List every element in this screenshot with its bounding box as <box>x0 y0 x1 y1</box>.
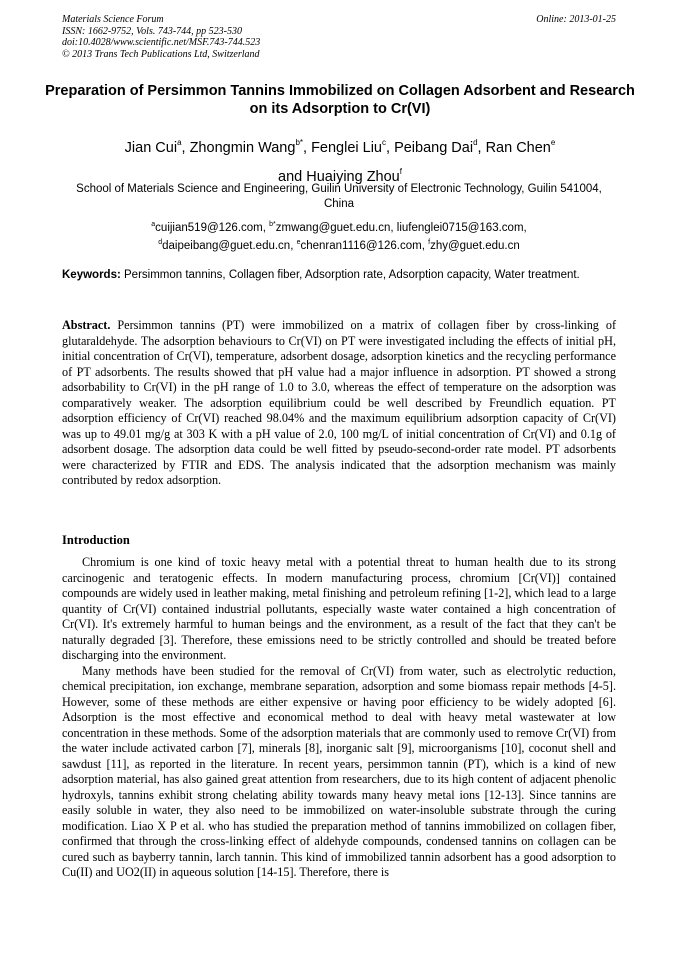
abstract <box>62 318 616 489</box>
email-line-1: $^a$cuijian519@126.com, $^{b*}$zmwang@guet.edu.cn, liufenglei0715@163.com, <box>151 221 527 234</box>
section-heading: Introduction <box>62 533 130 547</box>
author-name: Peibang Dai <box>394 140 474 156</box>
author-sup: e <box>550 138 556 147</box>
affiliation: School of Materials Science and Engineering, Guilin University of Electronic Technology, Guilin 541004, China <box>76 183 602 210</box>
intro-paragraph: Many methods have been studied for the removal of Cr(VI) from water, such as electrolytic reduction, chemical precipitation, ion exchange, membrane separation, adsorption and some biomass repair methods [4-5]. However, some of these methods are either expensive or having poor efficiency to be widely adopted [6]. Adsorption is the most effective and economical method to deal with heavy metal wastewater at low concentration in these methods. Some of the adsorption materials that are commonly used to remove Cr(VI) from the water include activated carbon [7], minerals [8], inorganic salt [9], microorganisms [10], coconut shell and sawdust [11], as reported in the literature. In recent years, persimmon tannin (PT), which is a kind of new adsorption material, has also gained great attention from researchers, due to its high content of adjacent phenolic hydroxyls, tannins exhibit strong chelating ability towards many heavy metal ions [12-13]. Since tannins are easily soluble in water, they also need to be immobilized on water-insoluble substrate through the curing modification. Liao X P et al. who has studied the preparation method of tannins immobilized on collagen fiber, confirmed that through the cross-linking effect of aldehyde compounds, condensed tannins on collagen can be cured such as bayberry tannin, larch tannin. This kind of immobilized tannin adsorbent has a good adsorption to Cu(II) and UO2(II) in aqueous solution [14-15]. Therefore, there is <box>62 663 616 879</box>
author-sup: b* <box>295 138 303 147</box>
email-sup: a <box>151 221 156 228</box>
keywords-label: Keywords: <box>62 269 121 281</box>
journal-header <box>62 14 616 60</box>
author-line-1: Jian Cui$^a$, Zhongmin Wang$^{b*}$, Fenglei Liu$^c$, Peibang Dai$^d$, Ran Chen$^e$ <box>124 138 556 156</box>
email-address[interactable]: zhy@guet.edu.cn <box>430 239 520 252</box>
intro-paragraph: Chromium is one kind of toxic heavy metal with a potential threat to human health due to its strong carcinogenic and teratogenic effects. In modern manufacturing process, chromium [Cr(VI)] contained compounds are widely used in leather making, metal finishing and petroleum refining [1-2], which lead to a large quantity of Cr(VI) contained industrial pollutants, especially waste water contained a high concentration of Cr(VI). It's extremely harmful to human beings and the environment, as a result of the fact that they can't be naturally degraded [3]. Therefore, these emissions need to be strictly controlled and should be treated before discharging into the environment. <box>62 555 616 662</box>
author-line-2: and Huaiying Zhou$^f$ <box>278 167 402 185</box>
author-name: Ran Chen <box>485 140 551 156</box>
email-address[interactable]: cuijian519@126.com <box>155 222 263 234</box>
abstract-label: Abstract. <box>62 318 111 332</box>
introduction-body <box>62 555 616 881</box>
author-list <box>40 131 640 189</box>
author-name: Zhongmin Wang <box>189 140 296 156</box>
author-name: Huaiying Zhou <box>306 169 400 185</box>
journal-name: Materials Science Forum <box>62 14 164 25</box>
email-list <box>62 218 616 253</box>
email-sup: d <box>158 238 163 246</box>
author-name: Fenglei Liu <box>311 140 382 156</box>
author-sup: d <box>473 138 478 147</box>
email-address[interactable]: liufenglei0715@163.com <box>396 222 524 234</box>
author-name: Jian Cui <box>124 140 178 156</box>
abstract-text: Persimmon tannins (PT) were immobilized on a matrix of collagen fiber by cross-linking of glutaraldehyde. The adsorption behaviours to Cr(VI) on PT were investigated including the effects of initial pH, initial concentration of Cr(VI), temperature, adsorbent dosage, adsorption kinetics and the recycling performance of PT adsorbents. The results showed that pH value had a major influence in adsorption. PT showed a strong adsorbability to Cr(VI) in the pH range of 1.0 to 3.0, whereas the effect of temperature on the adsorption was comparatively weaker. The adsorption equilibrium could be well described by Freundlich equation. PT adsorption efficiency of Cr(VI) reached 98.04% and the maximum equilibrium adsorption capacity of Cr(VI) was up to 49.01 mg/g at 303 K with a pH value of 2.0, 100 mg/L of initial concentration of Cr(VI) and 0.1g of adsorbent dosage. The adsorption data could be well fitted by pseudo-second-order rate model. PT adsorbents were characterized by FTIR and EDS. The analysis indicated that the adsorption mechanism was mainly contributed by redox adsorption. <box>62 318 617 487</box>
online-date: Online: 2013-01-25 <box>536 14 616 25</box>
email-line-2: $^d$daipeibang@guet.edu.cn, $^e$chenran1116@126.com, $^f$zhy@guet.edu.cn <box>158 238 520 252</box>
author-sup: c <box>382 138 386 147</box>
email-sup: e <box>296 238 301 246</box>
journal-doi: doi:10.4028/www.scientific.net/MSF.743-744.523 <box>62 37 261 48</box>
keywords-text: Persimmon tannins, Collagen fiber, Adsorption rate, Adsorption capacity, Water treatment. <box>124 269 580 281</box>
keywords <box>62 267 616 283</box>
email-address[interactable]: chenran1116@126.com <box>300 239 422 252</box>
author-sup: a <box>177 138 182 147</box>
journal-copyright: © 2013 Trans Tech Publications Ltd, Switzerland <box>62 48 260 60</box>
email-address[interactable]: zmwang@guet.edu.cn <box>275 222 391 234</box>
email-sup: f <box>428 238 431 246</box>
email-address[interactable]: daipeibang@guet.edu.cn <box>162 239 291 252</box>
paper-title: Preparation of Persimmon Tannins Immobilized on Collagen Adsorbent and Research on its Adsorption to Cr(VI) <box>45 83 635 117</box>
author-sup: f <box>399 167 402 176</box>
email-sup: b* <box>269 221 276 228</box>
journal-issn: ISSN: 1662-9752, Vols. 743-744, pp 523-530 <box>62 25 242 37</box>
